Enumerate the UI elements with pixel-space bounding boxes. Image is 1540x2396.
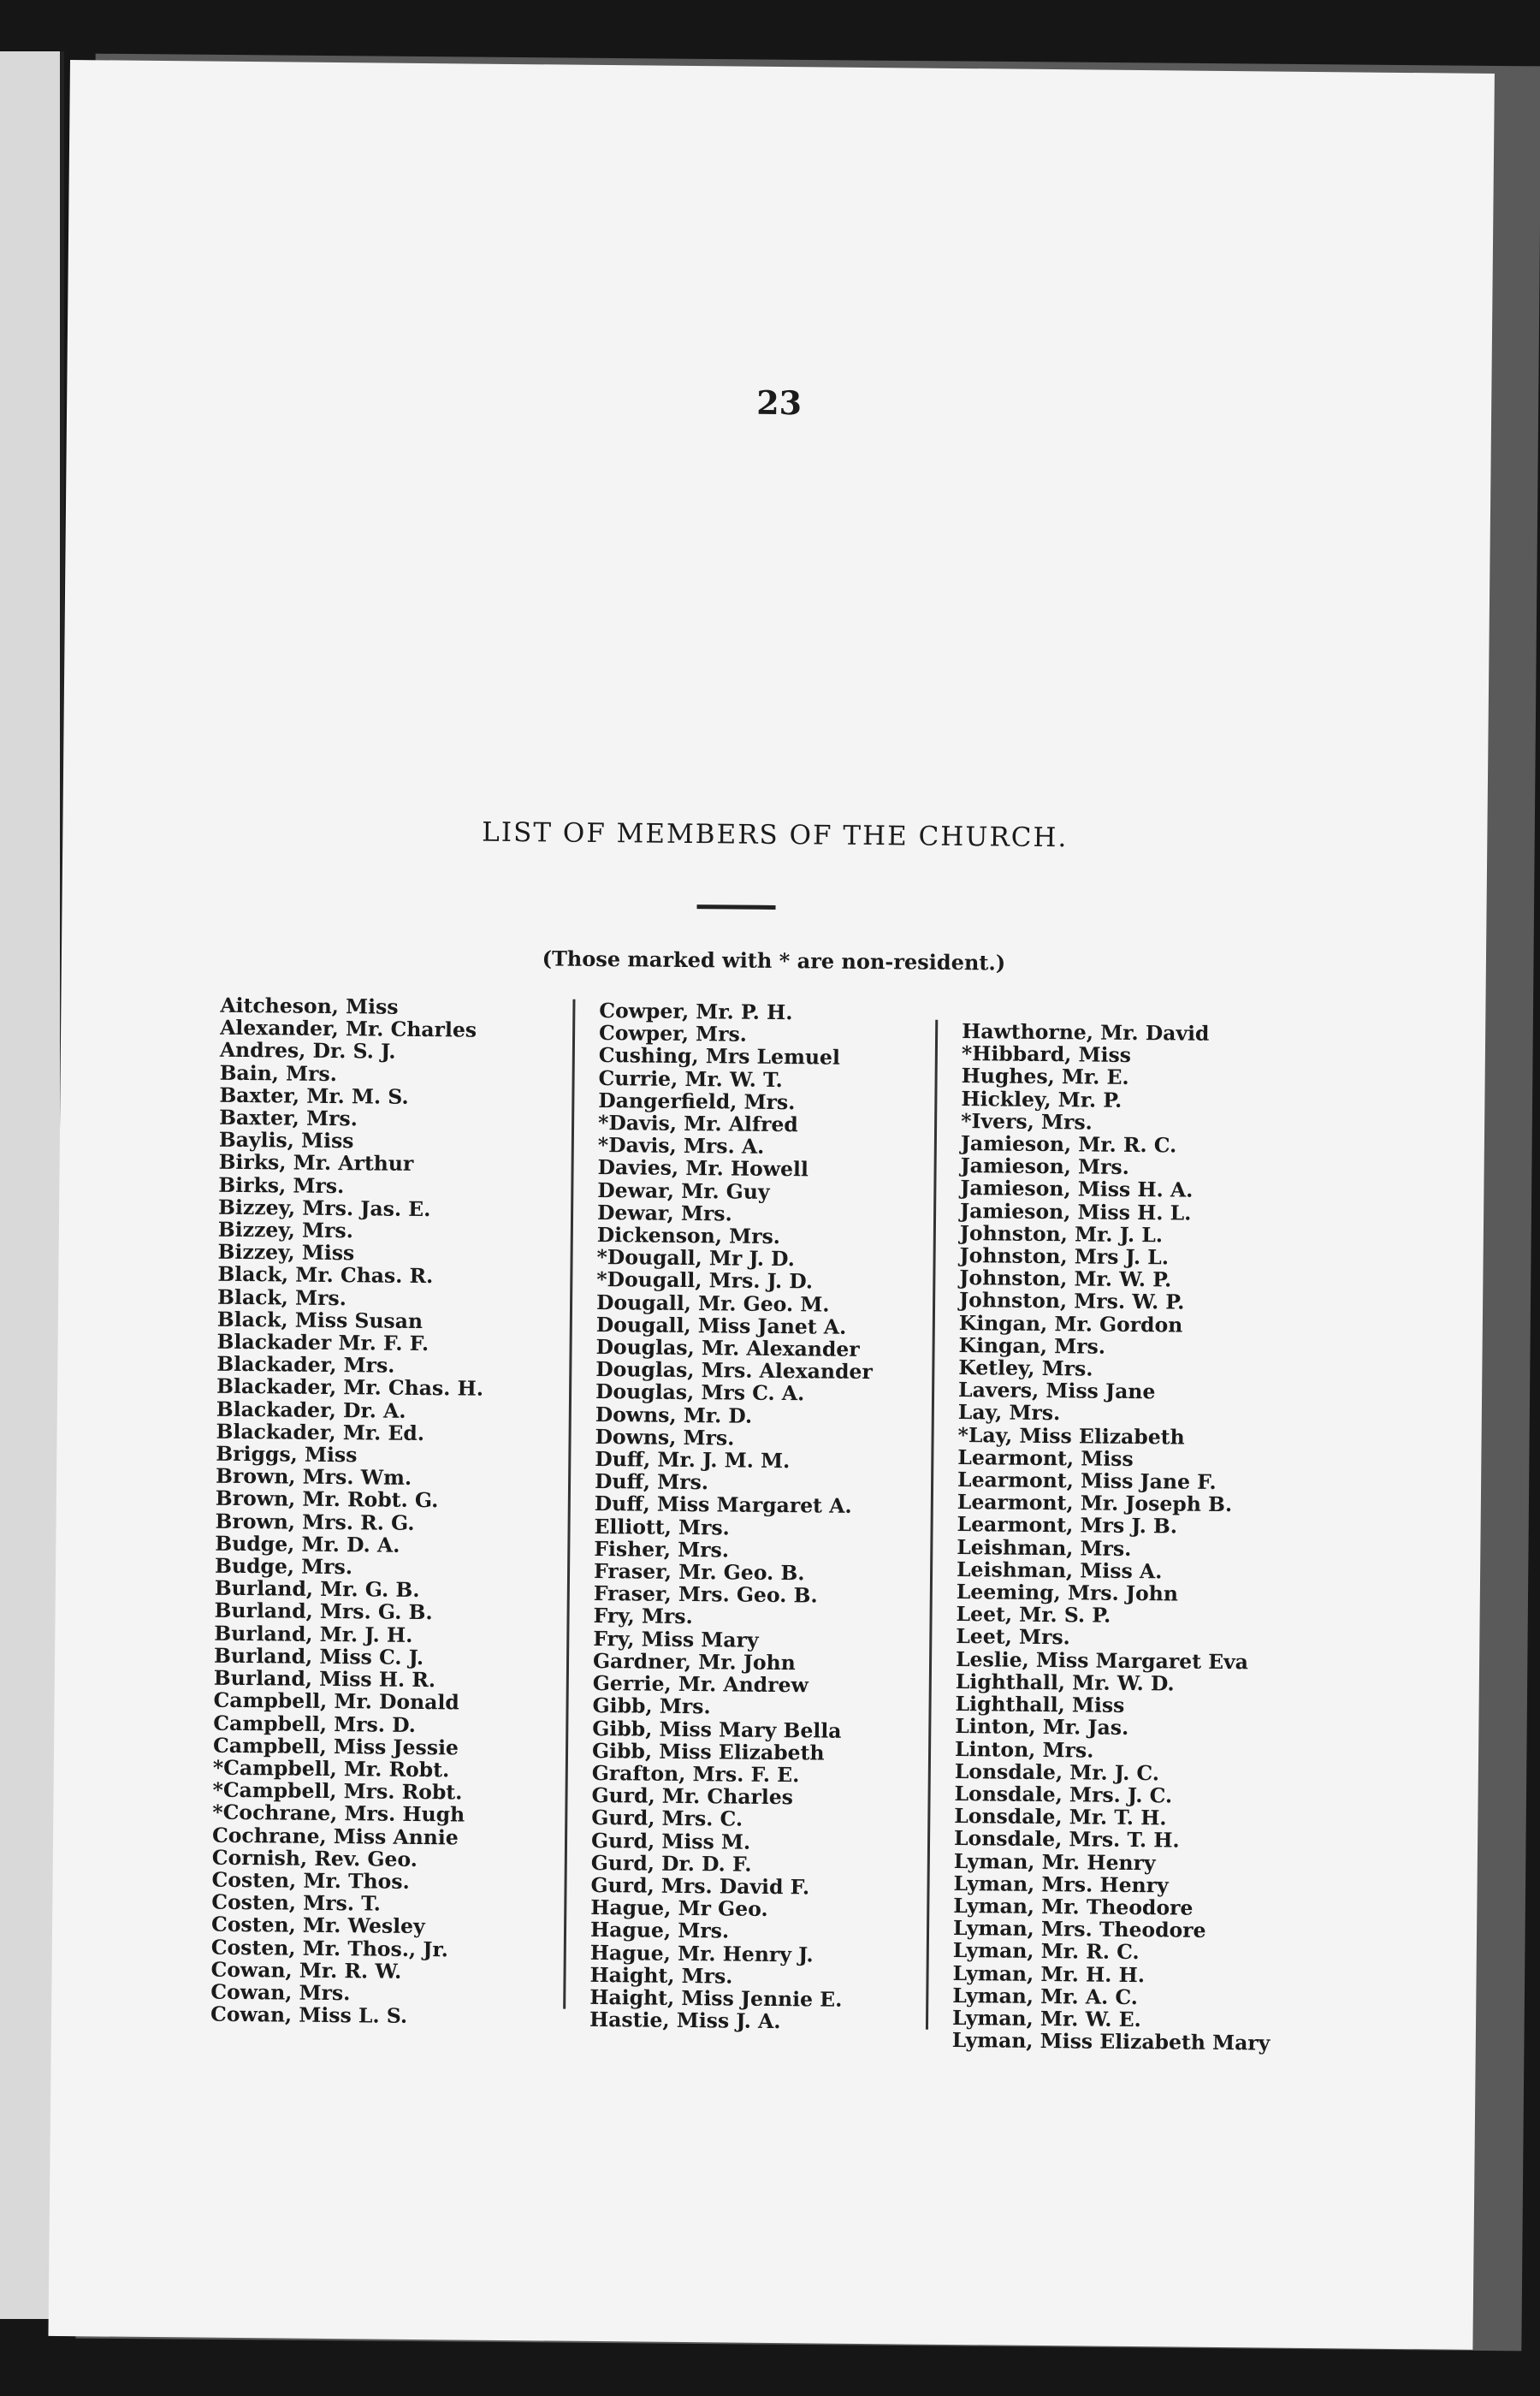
member-entry: Leeming, Mrs. John — [956, 1580, 1179, 1606]
member-entry: Lyman, Mrs. Henry — [953, 1871, 1169, 1898]
member-entry: Johnston, Mr. W. P. — [959, 1266, 1172, 1292]
member-entry: Burland, Mr. G. B. — [214, 1575, 420, 1603]
member-entry: Lavers, Miss Jane — [957, 1378, 1156, 1404]
member-entry: Lyman, Mr. W. E. — [951, 2005, 1141, 2032]
member-entry: Burland, Mr. J. H. — [214, 1621, 413, 1647]
member-entry: Baxter, Mr. M. S. — [219, 1082, 409, 1109]
member-entry: Learmont, Mr. Joseph B. — [957, 1490, 1233, 1517]
member-entry: Duff, Miss Margaret A. — [594, 1492, 852, 1519]
member-entry: Jamieson, Mr. R. C. — [960, 1131, 1177, 1158]
member-entry: Gurd, Mr. Charles — [591, 1783, 794, 1810]
member-entry: Brown, Mrs. R. G. — [215, 1509, 415, 1535]
member-entry: Burland, Miss H. R. — [213, 1665, 436, 1693]
member-entry: Dickenson, Mrs. — [596, 1223, 781, 1249]
member-entry: Lonsdale, Mr. T. H. — [954, 1804, 1167, 1830]
member-entry: Gurd, Dr. D. F. — [590, 1850, 752, 1877]
member-entry: Dougall, Miss Janet A. — [595, 1312, 847, 1339]
member-entry: Cowan, Mrs. — [210, 1979, 351, 2006]
non-resident-note: (Those marked with * are non-resident.) — [542, 946, 1006, 976]
member-entry: Cowan, Mr. R. W. — [210, 1957, 402, 1984]
member-entry: Birks, Mr. Arthur — [218, 1150, 414, 1177]
member-entry: Lyman, Mr. A. C. — [952, 1983, 1139, 2009]
member-entry: Gerrie, Mr. Andrew — [592, 1671, 808, 1698]
member-entry: Cornish, Rev. Geo. — [211, 1845, 418, 1871]
member-entry: Duff, Mrs. — [594, 1469, 709, 1495]
member-entry: *Davis, Mrs. A. — [597, 1133, 765, 1159]
member-entry: *Davis, Mr. Alfred — [597, 1110, 798, 1137]
member-entry: Burland, Mrs. G. B. — [214, 1598, 433, 1625]
member-entry: Andres, Dr. S. J. — [219, 1038, 396, 1065]
member-entry: Ketley, Mrs. — [958, 1355, 1093, 1381]
member-entry: Campbell, Mr. Donald — [213, 1687, 459, 1715]
member-entry: Lonsdale, Mrs. J. C. — [954, 1781, 1173, 1808]
member-entry: Baxter, Mrs. — [219, 1105, 358, 1131]
member-entry: Learmont, Miss — [957, 1444, 1134, 1471]
member-entry: Black, Mrs. — [216, 1284, 347, 1310]
member-entry: Gibb, Mrs. — [592, 1693, 711, 1719]
member-entry: Kingan, Mrs. — [958, 1332, 1106, 1359]
member-entry: Lyman, Mr. Henry — [953, 1848, 1156, 1875]
member-entry: Douglas, Mrs C. A. — [595, 1379, 805, 1406]
member-entry: Lyman, Mr. H. H. — [952, 1960, 1146, 1987]
member-entry: Leishman, Miss A. — [956, 1557, 1163, 1584]
member-entry: Cowan, Miss L. S. — [210, 2002, 408, 2029]
member-column-2 — [563, 998, 984, 2034]
member-entry: Blackader, Mr. Chas. H. — [216, 1374, 484, 1402]
member-entry: Gardner, Mr. John — [592, 1648, 796, 1675]
member-entry: Jamieson, Miss H. L. — [960, 1198, 1192, 1225]
member-entry: Kingan, Mr. Gordon — [958, 1310, 1183, 1337]
member-entry: *Dougall, Mr J. D. — [596, 1245, 795, 1272]
member-entry: Lyman, Mr. R. C. — [952, 1938, 1140, 1965]
member-entry: Blackader Mr. F. F. — [216, 1329, 429, 1356]
member-entry: Jamieson, Mrs. — [960, 1154, 1130, 1180]
member-entry: Davies, Mr. Howell — [597, 1155, 808, 1182]
member-entry: Blackader, Dr. A. — [216, 1397, 406, 1423]
member-entry: Linton, Mr. Jas. — [955, 1714, 1129, 1741]
member-entry: Fry, Miss Mary — [593, 1626, 759, 1652]
member-entry: Linton, Mrs. — [954, 1736, 1094, 1763]
member-entry: Grafton, Mrs. F. E. — [591, 1760, 800, 1788]
member-entry: Lyman, Mr. Theodore — [953, 1893, 1194, 1920]
member-entry: Hughes, Mr. E. — [961, 1064, 1129, 1090]
member-entry: Lighthall, Mr. W. D. — [955, 1669, 1175, 1696]
document-page — [48, 60, 1494, 2350]
member-entry: Lighthall, Miss — [955, 1692, 1125, 1718]
member-entry: Jamieson, Miss H. A. — [960, 1176, 1194, 1203]
member-entry: Johnston, Mr. J. L. — [959, 1220, 1164, 1248]
member-entry: Fisher, Mrs. — [594, 1536, 730, 1563]
member-entry: Dougall, Mr. Geo. M. — [595, 1290, 830, 1317]
member-entry: *Campbell, Mrs. Robt. — [212, 1777, 463, 1805]
member-entry: Douglas, Mr. Alexander — [595, 1335, 860, 1361]
member-entry: Cowper, Mrs. — [598, 1021, 748, 1047]
member-entry: *Ivers, Mrs. — [961, 1108, 1093, 1135]
member-entry: Black, Miss Susan — [216, 1307, 424, 1333]
member-entry: *Hibbard, Miss — [961, 1041, 1132, 1068]
member-entry: Gibb, Miss Mary Bella — [592, 1716, 842, 1743]
member-entry: Gurd, Mrs. David F. — [590, 1872, 810, 1900]
page-title: LIST OF MEMBERS OF THE CHURCH. — [482, 816, 1069, 854]
member-column-1 — [210, 994, 606, 2030]
member-entry: Alexander, Mr. Charles — [220, 1015, 477, 1042]
member-entry: Fraser, Mrs. Geo. B. — [593, 1581, 818, 1608]
member-entry: Gurd, Mrs. C. — [591, 1806, 743, 1831]
member-entry: Fraser, Mr. Geo. B. — [593, 1559, 805, 1586]
member-entry: Campbell, Miss Jessie — [212, 1733, 459, 1760]
member-entry: Fry, Mrs. — [593, 1604, 693, 1629]
member-entry: Lyman, Mrs. Theodore — [952, 1916, 1206, 1942]
member-entry: Hastie, Miss J. A. — [589, 2008, 781, 2034]
member-entry: Costen, Mr. Wesley — [210, 1913, 425, 1939]
member-entry: Blackader, Mr. Ed. — [216, 1419, 425, 1445]
member-entry: Bizzey, Mrs. — [217, 1217, 354, 1243]
member-entry: Budge, Mrs. — [214, 1553, 353, 1580]
member-entry: Hague, Mr Geo. — [590, 1895, 768, 1922]
member-entry: Costen, Mr. Thos. — [211, 1867, 410, 1894]
member-entry: Bain, Mrs. — [219, 1060, 338, 1086]
member-entry: *Lay, Miss Elizabeth — [957, 1422, 1185, 1450]
member-entry: Gibb, Miss Elizabeth — [591, 1738, 825, 1765]
member-entry: Learmont, Miss Jane F. — [957, 1468, 1217, 1494]
member-entry: Burland, Miss C. J. — [213, 1643, 424, 1669]
member-entry: Leet, Mr. S. P. — [956, 1602, 1111, 1628]
member-entry: Black, Mr. Chas. R. — [217, 1262, 434, 1289]
member-entry: Aitcheson, Miss — [220, 993, 399, 1019]
page-number: 23 — [756, 383, 803, 423]
member-entry: Costen, Mr. Thos., Jr. — [210, 1935, 448, 1961]
member-entry: Elliott, Mrs. — [594, 1514, 730, 1540]
member-entry: Currie, Mr. W. T. — [598, 1065, 783, 1092]
member-entry: Campbell, Mrs. D. — [213, 1711, 417, 1737]
member-entry: Briggs, Miss — [216, 1441, 358, 1468]
member-entry: *Campbell, Mr. Robt. — [212, 1755, 450, 1782]
member-entry: Hague, Mr. Henry J. — [589, 1940, 814, 1966]
member-entry: Lonsdale, Mrs. T. H. — [953, 1826, 1180, 1853]
member-entry: Johnston, Mrs J. L. — [959, 1243, 1170, 1270]
title-rule — [697, 904, 776, 910]
member-entry: Lyman, Miss Elizabeth Mary — [951, 2028, 1270, 2055]
member-entry: Baylis, Miss — [218, 1127, 354, 1154]
member-entry: Gurd, Miss M. — [590, 1828, 751, 1854]
member-entry: Haight, Miss Jennie E. — [589, 1984, 843, 2012]
member-column-3 — [926, 1019, 1347, 2055]
member-entry: Douglas, Mrs. Alexander — [595, 1357, 873, 1385]
member-entry: Hawthorne, Mr. David — [962, 1019, 1210, 1046]
member-entry: Bizzey, Mrs. Jas. E. — [218, 1195, 431, 1221]
member-entry: Hague, Mrs. — [589, 1918, 730, 1943]
member-entry: Dangerfield, Mrs. — [598, 1088, 796, 1115]
member-entry: Brown, Mr. Robt. G. — [215, 1486, 439, 1513]
member-entry: *Cochrane, Mrs. Hugh — [212, 1800, 465, 1827]
member-entry: Leet, Mrs. — [956, 1624, 1070, 1650]
member-entry: Downs, Mr. D. — [595, 1402, 753, 1428]
member-entry: Dewar, Mr. Guy — [597, 1177, 770, 1204]
member-entry: Lay, Mrs. — [957, 1400, 1061, 1426]
member-entry: Cowper, Mr. P. H. — [599, 998, 793, 1025]
member-entry: Blackader, Mrs. — [216, 1351, 395, 1378]
member-entry: Birks, Mrs. — [218, 1172, 345, 1198]
member-entry: *Dougall, Mrs. J. D. — [596, 1267, 814, 1294]
member-entry: Cushing, Mrs Lemuel — [598, 1043, 841, 1070]
member-entry: Lonsdale, Mr. J. C. — [954, 1758, 1160, 1786]
member-entry: Haight, Mrs. — [589, 1962, 733, 1989]
member-entry: Bizzey, Miss — [217, 1239, 355, 1266]
member-entry: Budge, Mr. D. A. — [215, 1531, 400, 1557]
member-entry: Duff, Mr. J. M. M. — [595, 1447, 791, 1474]
member-entry: Leishman, Mrs. — [957, 1534, 1132, 1561]
member-entry: Leslie, Miss Margaret Eva — [955, 1646, 1249, 1674]
member-entry: Brown, Mrs. Wm. — [215, 1463, 412, 1491]
member-entry: Hickley, Mr. P. — [961, 1086, 1122, 1112]
member-entry: Costen, Mrs. T. — [211, 1889, 381, 1916]
member-entry: Cochrane, Miss Annie — [211, 1823, 459, 1849]
member-entry: Johnston, Mrs. W. P. — [958, 1288, 1185, 1315]
member-entry: Downs, Mrs. — [595, 1424, 735, 1450]
member-entry: Dewar, Mrs. — [596, 1200, 732, 1226]
member-entry: Learmont, Mrs J. B. — [957, 1512, 1178, 1539]
